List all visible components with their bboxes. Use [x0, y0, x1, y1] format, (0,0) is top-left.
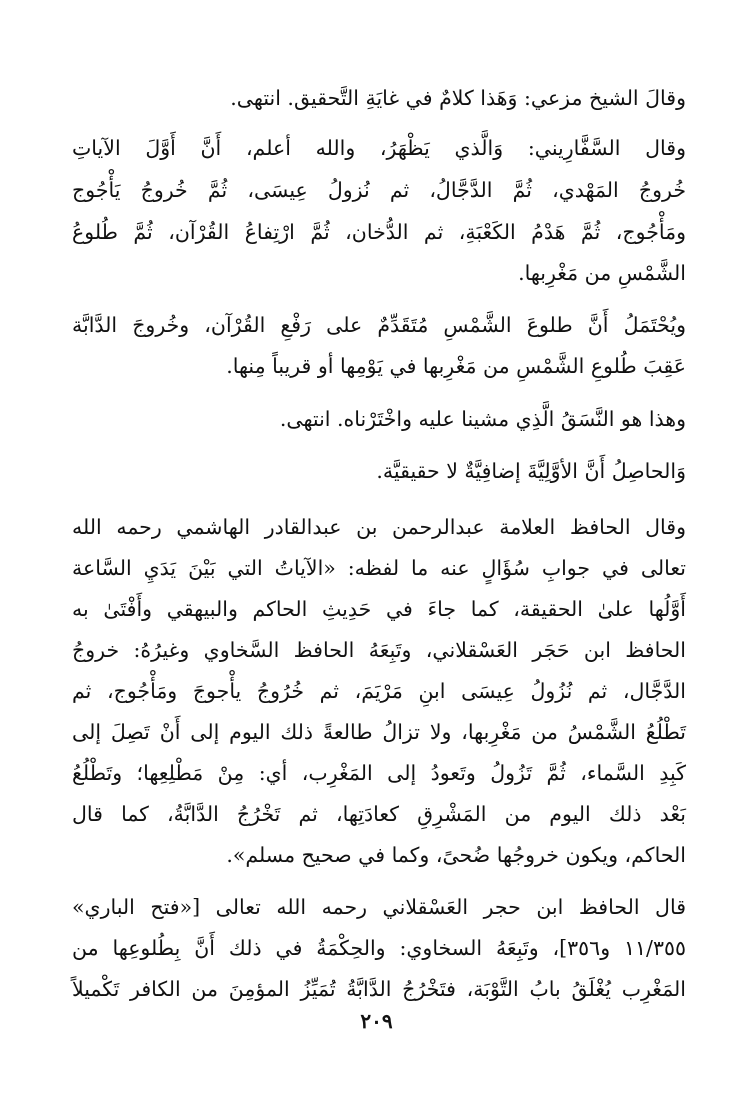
text-line: وقال السَّفَّارِيني: وَالَّذي يَظْهَرُ، والله أعلم، أَنَّ أَوَّلَ الآياتِ [72, 136, 686, 160]
text-line: الشَّمْسِ من مَغْرِبها. [518, 261, 686, 285]
text-line: وهذا هو النَّسَقُ الَّذِي مشينا عليه واخْتَرْناه. انتهى. [279, 407, 686, 431]
text-line: الحافظ ابن حَجَر العَسْقلاني، وتَبِعَهُ الحافظ السَّخاوي وغيرُهُ: خروجُ [72, 638, 686, 662]
text-line: خُروجُ المَهْدي، ثُمَّ الدَّجَّالُ، ثم نُزولُ عِيسَى، ثُمَّ خُروجُ يَأْجُوج [72, 178, 686, 202]
text-line: وقال الحافظ العلامة عبدالرحمن بن عبدالقادر الهاشمي رحمه الله [72, 515, 686, 539]
text-line: المَغْرِب يُغْلَقُ بابُ التَّوْبَة، فتَخْرُجُ الدَّابَّةُ تُمَيِّزُ المؤمِنَ من الكافر تَكْميلاً [72, 977, 686, 1001]
text-line: الدَّجَّال، ثم نُزُولُ عِيسَى ابنِ مَرْيَمَ، ثم خُرُوجُ يأْجوجَ ومَأْجُوج، ثم [72, 679, 686, 703]
text-line: ١١/٣٥٥ و٣٥٦]، وتَبِعَهُ السخاوي: والحِكْمَةُ في ذلك أَنَّ بِطُلوعِها من [72, 936, 686, 960]
text-line: ومَأْجُوج، ثُمَّ هَدْمُ الكَعْبَةِ، ثم الدُّخان، ثُمَّ ارْتِفاعُ القُرْآن، ثُمَّ طُلوعُ [72, 220, 686, 244]
page-number: ٢٠٩ [360, 1009, 393, 1033]
text-line: ويُحْتَمَلُ أَنَّ طلوعَ الشَّمْسِ مُتَقَدِّمٌ على رَفْعِ القُرْآن، وخُروجَ الدَّابَّة [72, 313, 686, 337]
text-line: وَالحاصِلُ أَنَّ الأوَّلِيَّةَ إضافِيَّةٌ لا حقيقيَّة. [376, 459, 686, 483]
text-line: تعالى في جوابِ سُؤَالٍ عنه ما لفظه: «الآياتُ التي بَيْنَ يَدَيِ السَّاعة [72, 556, 686, 580]
text-line: الحاكم، ويكون خروجُها ضُحىً، وكما في صحيح مسلم». [226, 843, 686, 867]
text-line: تَطْلُعُ الشَّمْسُ من مَغْرِبها، ولا تزالُ طالعةً ذلك اليوم إلى أَنْ تَصِلَ إلى [72, 720, 686, 744]
text-line: قال الحافظ ابن حجر العَسْقلاني رحمه الله تعالى [«فتح الباري» [72, 895, 686, 919]
text-line: بَعْد ذلك اليوم من المَشْرِقِ كعادَتِها، ثم تَخْرُجُ الدَّابَّةُ، كما قال [72, 802, 686, 826]
text-line: وقالَ الشيخ مزعي: وَهَذا كلامٌ في غايَةِ التَّحقيق. انتهى. [230, 86, 686, 110]
text-line: كَبِدِ السَّماء، ثُمَّ تَزُولُ وتَعودُ إلى المَغْرِب، أي: مِنْ مَطْلِعِها؛ وتَطْلُعُ [72, 761, 686, 785]
text-line: عَقِبَ طُلوعِ الشَّمْسِ من مَغْرِبها في يَوْمِها أو قريباً مِنها. [226, 354, 686, 378]
text-line: أَوَّلُها علىٰ الحقيقة، كما جاءَ في حَدِيثِ الحاكم والبيهقي وأَفْتَىٰ به [72, 597, 686, 621]
